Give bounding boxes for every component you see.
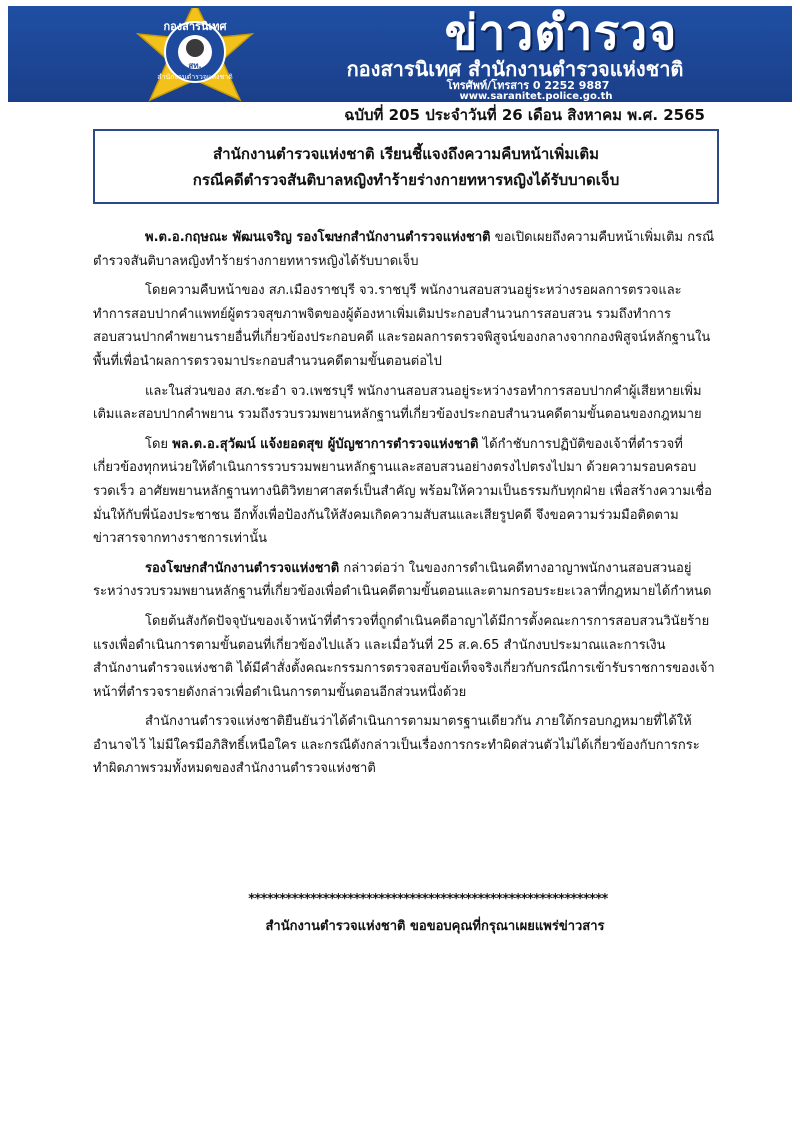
headline-line-1: สำนักงานตำรวจแห่งชาติ เรียนชี้แจงถึงความคืบหน้าเพิ่มเติม <box>213 144 599 163</box>
article-body <box>93 226 715 787</box>
paragraph-4-text: ได้กำชับการปฏิบัติของเจ้าที่ตำรวจที่เกี่ยวข้องทุกหน่วยให้ดำเนินการรวบรวมพยานหลักฐานและสอบสวนอย่างตรงไปตรงไปมา ด้วยความรอบครอบ รวดเร็ว อาศัยพยานหลักฐานทางนิติวิทยาศาสตร์เป็นสำคัญ พร้อมให้ความเป็นธรรมกับทุกฝ่าย เพื่อสร้างความเชื่อมั่นให้กับพี่น้องประชาชน อีกทั้งเพื่อป้องกันให้สังคมเกิดความสับสนและเสียรูปคดี จึงขอความร่วมมือติดตามข่าวสารจากทางราชการเท่านั้น <box>93 436 712 547</box>
emblem-bottom-text: สำนักงานตำรวจแห่งชาติ <box>157 73 233 81</box>
police-emblem-icon <box>100 8 290 102</box>
website-url: www.saranitet.police.go.th <box>459 91 613 102</box>
paragraph-6: โดยต้นสังกัดปัจจุบันของเจ้าหน้าที่ตำรวจที่ถูกดำเนินคดีอาญาได้มีการตั้งคณะการการสอบสวนวินัยร้ายแรงเพื่อดำเนินการตามขั้นตอนที่เกี่ยวข้องไปแล้ว และเมื่อวันที่ 25 ส.ค.65 สำนักงบประมาณและการเงินสำนักงานตำรวจแห่งชาติ ได้มีคำสั่งตั้งคณะกรรมการตรวจสอบข้อเท็จจริงเกี่ยวกับกรณีการเข้ารับราชการของเจ้าหน้าที่ตำรวจรายดังกล่าวเพื่อดำเนินการตามขั้นตอนอีกส่วนหนึ่งด้วย <box>93 613 715 700</box>
paragraph-4-prefix: โดย <box>145 436 173 452</box>
issue-number-date: ฉบับที่ 205 ประจำวันที่ 26 เดือน สิงหาคม พ.ศ. 2565 <box>344 106 705 124</box>
header-banner <box>8 6 792 102</box>
deputy-spokesperson: รองโฆษกสำนักงานตำรวจแห่งชาติ <box>145 560 340 576</box>
paragraph-1-text: ขอเปิดเผยถึงความคืบหน้าเพิ่มเติม กรณีตำรวจสันติบาลหญิงทำร้ายร่างกายทหารหญิงได้รับบาดเจ็บ <box>93 230 715 269</box>
headline-line-2: กรณีคดีตำรวจสันติบาลหญิงทำร้ายร่างกายทหารหญิงได้รับบาดเจ็บ <box>192 170 620 189</box>
paragraph-4 <box>93 433 715 551</box>
separator-stars: ********************************************************** <box>248 892 608 907</box>
paragraph-5 <box>93 557 715 604</box>
paragraph-1 <box>93 226 715 273</box>
emblem-top-text: กองสารนิเทศ <box>163 20 227 33</box>
commissioner-name: พล.ต.อ.สุวัฒน์ แจ้งยอดสุข ผู้บัญชาการตำรวจแห่งชาติ <box>172 436 479 452</box>
headline-box <box>93 129 719 204</box>
emblem-center-text: สท. <box>188 61 202 70</box>
paragraph-3: และในส่วนของ สภ.ชะอำ จว.เพชรบุรี พนักงานสอบสวนอยู่ระหว่างรอทำการสอบปากคำผู้เสียหายเพิ่มเติมและสอบปากคำพยาน รวมถึงรวบรวมพยานหลักฐานที่เกี่ยวข้องประกอบสำนวนคดีตามขั้นตอนของกฎหมาย <box>93 383 702 423</box>
newspaper-title: ข่าวตำรวจ <box>444 6 678 61</box>
paragraph-7: สำนักงานตำรวจแห่งชาติยืนยันว่าได้ดำเนินการตามมาตรฐานเดียวกัน ภายใต้กรอบกฎหมายที่ได้ให้อำนาจไว้ ไม่มีใครมีอภิสิทธิ์เหนือใคร และกรณีดังกล่าวเป็นเรื่องการกระทำผิดส่วนตัวไม่ได้เกี่ยวข้องกับการกระทำผิดภาพรวมทั้งหมดของสำนักงานตำรวจแห่งชาติ <box>93 714 700 777</box>
closing-thanks: สำนักงานตำรวจแห่งชาติ ขอขอบคุณที่กรุณาเผยแพร่ข่าวสาร <box>265 919 605 934</box>
paragraph-5-text: กล่าวต่อว่า ในของการดำเนินคดีทางอาญาพนักงานสอบสวนอยู่ระหว่างรวบรวมพยานหลักฐานที่เกี่ยวข้องเพื่อดำเนินคดีตามขั้นตอนและตามกรอบระยะเวลาที่กฎหมายได้กำหนด <box>93 560 712 600</box>
paragraph-2: โดยความคืบหน้าของ สภ.เมืองราชบุรี จว.ราชบุรี พนักงานสอบสวนอยู่ระหว่างรอผลการตรวจและทำการสอบปากคำแพทย์ผู้ตรวจสุขภาพจิตของผู้ต้องหาเพิ่มเติมประกอบสำนวนการสอบสวน รวมถึงทำการสอบสวนปากคำพยานรายอื่นที่เกี่ยวข้องประกอบคดี และรอผลการตรวจพิสูจน์ของกลางจากกองพิสูจน์หลักฐานในพื้นที่เพื่อนำผลการตรวจมาประกอบสำนวนคดีตามขั้นตอนต่อไป <box>93 283 711 369</box>
speaker-name: พ.ต.อ.กฤษณะ พัฒนเจริญ รองโฆษกสำนักงานตำรวจแห่งชาติ <box>145 230 491 245</box>
contact-phone: โทรศัพท์/โทรสาร 0 2252 9887 <box>446 79 610 92</box>
division-name: กองสารนิเทศ สำนักงานตำรวจแห่งชาติ <box>346 57 684 81</box>
